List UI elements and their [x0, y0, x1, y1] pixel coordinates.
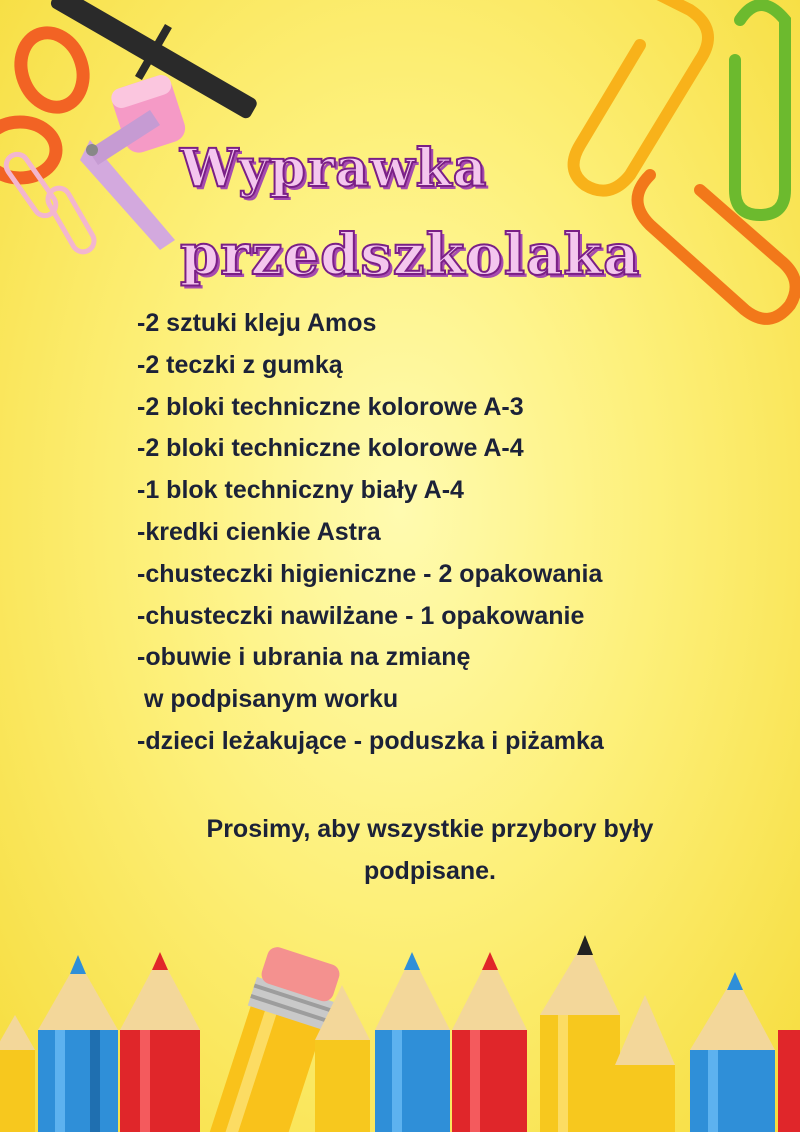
page-title-line-1: Wyprawka	[180, 138, 488, 199]
page-title-line-2: przedszkolaka	[180, 222, 641, 288]
pencil-icon	[0, 935, 800, 1132]
list-item: -dzieci leżakujące - poduszka i piżamka	[137, 726, 604, 755]
note-line-1: Prosimy, aby wszystkie przybory były	[206, 815, 654, 843]
note-line-2: podpisane.	[364, 857, 496, 885]
list-item: -chusteczki nawilżane - 1 opakowanie	[137, 601, 585, 630]
list-item: -2 teczki z gumką	[137, 350, 343, 379]
list-item: -kredki cienkie Astra	[137, 517, 381, 546]
list-item: w podpisanym worku	[137, 685, 399, 714]
list-item: -2 bloki techniczne kolorowe A-3	[137, 392, 524, 421]
list-item: -2 sztuki kleju Amos	[137, 309, 377, 337]
list-item: -1 blok techniczny biały A-4	[137, 476, 464, 505]
list-item: -2 bloki techniczne kolorowe A-4	[137, 434, 524, 463]
list-item: -chusteczki higieniczne - 2 opakowania	[137, 559, 603, 588]
list-item: -obuwie i ubrania na zmianę	[137, 643, 471, 672]
